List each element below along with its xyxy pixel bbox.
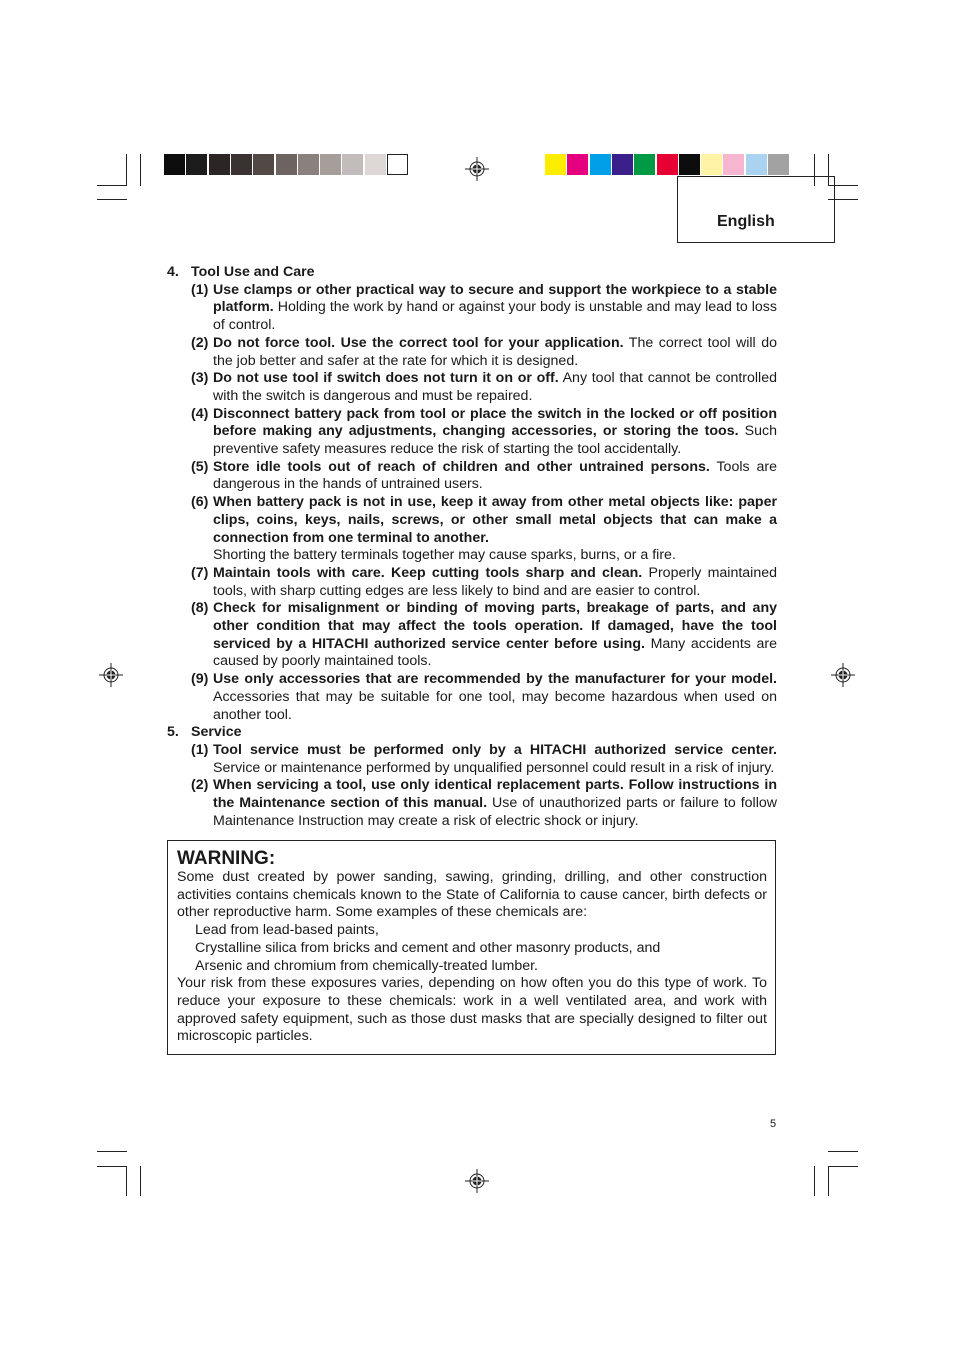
language-label: English [717, 213, 775, 230]
list-item [167, 671, 777, 724]
registration-mark-icon [99, 663, 123, 687]
color-swatch [746, 154, 767, 175]
list-item: Lead from lead-based paints, [195, 922, 379, 939]
section-title: Service [191, 724, 242, 741]
item-number: (1) [191, 281, 209, 298]
color-swatch [365, 154, 386, 175]
section-heading-service [167, 724, 777, 742]
list-item [167, 406, 777, 459]
list-item [167, 335, 777, 370]
color-swatch [298, 154, 319, 175]
warning-title: WARNING: [177, 848, 276, 869]
list-item [167, 565, 777, 600]
item-number: (3) [191, 370, 209, 387]
item-rule: Tool service must be performed only by a HITACHI authorized service center. [213, 741, 777, 758]
item-rule: Disconnect battery pack from tool or place the switch in the locked or off position before making any adjustments, changing accessories, or storing the toos. [213, 405, 777, 440]
color-swatch [209, 154, 230, 175]
item-rule: Store idle tools out of reach of children and other untrained persons. [213, 458, 710, 475]
item-explanation: Holding the work by hand or against your body is unstable and may lead to loss of control. [213, 299, 777, 334]
color-swatch [701, 154, 722, 175]
list-item [167, 777, 777, 830]
item-rule: Do not use tool if switch does not turn it on or off. [213, 370, 559, 387]
item-explanation: The correct tool will do the job better and safer at the rate for which it is designed. [213, 334, 777, 369]
item-explanation: Tools are dangerous in the hands of untrained users. [213, 458, 777, 493]
item-rule: Use only accessories that are recommended by the manufacturer for your model. [213, 671, 777, 688]
section-title: Tool Use and Care [191, 264, 315, 280]
section-number: 5. [167, 724, 179, 741]
color-swatch [723, 154, 744, 175]
color-swatch [567, 154, 588, 175]
item-rule: Maintain tools with care. Keep cutting tools sharp and clean. [213, 564, 643, 581]
item-number: (8) [191, 600, 209, 617]
list-item [167, 494, 777, 565]
color-swatch [342, 154, 363, 175]
color-swatch [186, 154, 207, 175]
item-rule: Use clamps or other practical way to secure and support the workpiece to a stable platform. [213, 281, 777, 316]
list-item: Crystalline silica from bricks and cement and other masonry products, and [195, 939, 661, 956]
registration-mark-icon [465, 157, 489, 181]
item-number: (2) [191, 777, 209, 794]
item-explanation: Properly maintained tools, with sharp cutting edges are less likely to bind and are easier to control. [213, 564, 777, 599]
color-swatch [387, 154, 408, 175]
item-explanation: Accessories that may be suitable for one tool, may become hazardous when used on another tool. [213, 688, 777, 723]
item-rule: When battery pack is not in use, keep it away from other metal objects like: paper clips, coins, keys, nails, screws, or other small metal objects that can make a connection from one terminal to another. [213, 494, 777, 546]
color-swatch [164, 154, 185, 175]
item-number: (6) [191, 494, 209, 511]
warning-outro: Your risk from these exposures varies, depending on how often you do this type of work. To reduce your exposure to these chemicals: work in a well ventilated area, and work with approved safety equipment, such as those dust masks that are specially designed to filter out microscopic particles. [177, 975, 767, 1045]
color-swatch [276, 154, 297, 175]
warning-intro: Some dust created by power sanding, sawing, grinding, drilling, and other construction activities contains chemicals known to the State of California to cause cancer, birth defects or other reproductive harm. Some examples of these chemicals are: [177, 869, 767, 921]
color-swatch [612, 154, 633, 175]
item-number: (2) [191, 334, 209, 351]
page-number: 5 [770, 1118, 777, 1130]
list-item: Arsenic and chromium from chemically-treated lumber. [195, 957, 538, 974]
tool-use-list [167, 282, 777, 725]
item-explanation: Such preventive safety measures reduce the risk of starting the tool accidentally. [213, 423, 777, 458]
item-explanation: Use of unauthorized parts or failure to follow Maintenance Instruction may create a risk of electric shock or injury. [213, 795, 777, 829]
color-swatch [231, 154, 252, 175]
warning-box [167, 840, 776, 1055]
item-number: (7) [191, 564, 209, 581]
section-heading-tool-use [167, 264, 777, 282]
safety-instructions [167, 264, 777, 831]
color-swatch [634, 154, 655, 175]
item-number: (9) [191, 671, 209, 688]
item-number: (1) [191, 741, 209, 758]
item-explanation: Service or maintenance performed by unqualified personnel could result in a risk of injury. [213, 759, 775, 776]
service-list [167, 742, 777, 831]
chemical-examples-list [177, 922, 767, 975]
color-swatch [320, 154, 341, 175]
language-tab [677, 176, 835, 243]
color-swatch [545, 154, 566, 175]
list-item [167, 600, 777, 671]
color-swatch [768, 154, 789, 175]
list-item [167, 459, 777, 494]
color-swatch [657, 154, 678, 175]
color-swatch [253, 154, 274, 175]
registration-mark-icon [831, 663, 855, 687]
item-rule: When servicing a tool, use only identical replacement parts. Follow instructions in the Maintenance section of this manual. [213, 777, 777, 812]
list-item [167, 370, 777, 405]
section-number: 4. [167, 264, 179, 280]
item-explanation: Any tool that cannot be controlled with the switch is dangerous and must be repaired. [213, 370, 777, 404]
item-number: (5) [191, 458, 209, 475]
registration-mark-icon [465, 1169, 489, 1193]
list-item [167, 742, 777, 777]
list-item [167, 282, 777, 335]
item-rule: Check for misalignment or binding of moving parts, breakage of parts, and any other condition that may affect the tools operation. If damaged, have the tool serviced by a HITACHI authorized service center before using. [213, 600, 777, 652]
color-swatch [679, 154, 700, 175]
item-rule: Do not force tool. Use the correct tool for your application. [213, 334, 624, 351]
item-number: (4) [191, 405, 209, 422]
item-explanation: Many accidents are caused by poorly maintained tools. [213, 635, 777, 670]
color-swatch [590, 154, 611, 175]
item-note: Shorting the battery terminals together may cause sparks, burns, or a fire. [213, 547, 676, 564]
